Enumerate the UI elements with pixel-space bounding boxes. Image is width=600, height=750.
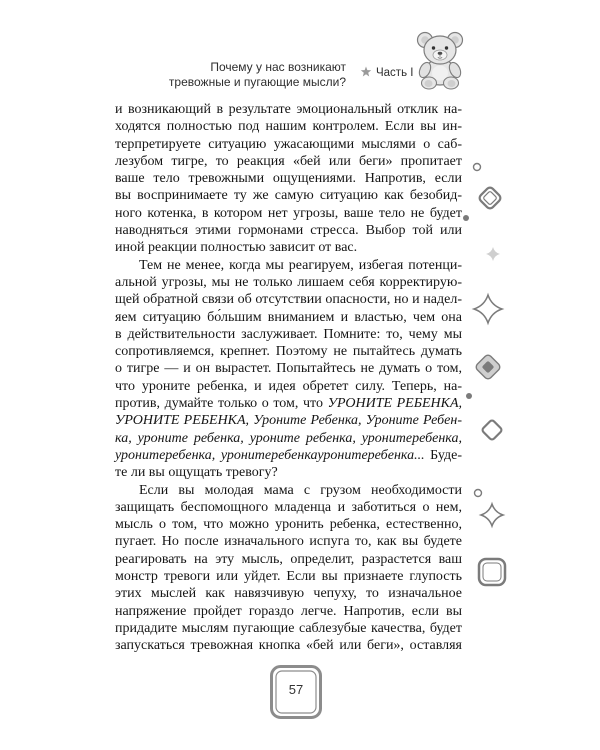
text-line [139,482,462,499]
text-run: и возникающий в результате эмоциональный отклик на- [115,102,462,117]
text-run: мысль о том, что можно уронить ребенка, естественно, [115,517,462,533]
running-title-line: тревожные и пугающие мысли? [168,75,346,89]
text-line [115,499,462,516]
text-line-content [115,430,462,447]
text-run: иной реакции полностью зависит от вас. [115,240,358,256]
text-line [115,447,462,464]
text-run: в действительности заслуживает. Помните: то, чему мы [115,326,462,342]
dot-icon [466,393,472,399]
text-line-content [115,464,278,481]
text-run: запускаться тревожная кнопка «бей или беги», оставляя [115,638,462,654]
emphasized-text: уронитеребенка, уронитеребенкауронитеребенка... [115,447,425,463]
teddy-bear-illustration [412,28,468,90]
text-line [115,378,462,395]
part-label: Часть I [376,67,414,79]
text-line [115,516,462,533]
text-run: сопротивляемся, крепнет. Поэтому не пытайтесь думать [115,344,462,360]
text-line [115,430,462,447]
text-line-content [115,516,462,533]
margin-ornaments [452,150,512,595]
text-line [115,118,462,135]
text-line [115,239,462,256]
text-line-content [115,412,462,429]
text-line-content [115,447,462,464]
text-line [115,620,462,637]
running-title-line: Почему у нас возникают [210,60,346,74]
sparkle-icon [474,295,502,323]
text-line-content [115,170,462,187]
text-line-content [115,620,462,637]
rounded-square-icon [479,559,505,585]
star-icon [360,66,372,78]
text-run: этих мыслей как навязчивую чепуху, то изначальное [115,586,462,602]
small-circle-icon [475,490,482,497]
text-run: ного котенка, в котором нет угрозы, ваше тело не будет [115,205,462,221]
text-line-content [115,533,462,550]
rotated-square-icon [481,419,502,440]
text-line [115,326,462,343]
text-run: пугает. Но после изначального испуга то, как вы будете [115,534,462,550]
text-line-content [115,637,462,654]
text-line [139,257,462,274]
text-line [115,551,462,568]
text-line-content [139,482,462,499]
text-line [115,101,462,118]
rounded-diamond-icon [478,186,502,210]
paragraph [115,101,462,257]
text-run: наводняться этими гормонами стресса. Выбор той или [115,223,462,239]
text-line-content [115,101,462,118]
text-run: что уроните ребенка, и идея обретет силу. Теперь, на- [115,378,462,394]
small-sparkle-icon [486,247,500,261]
text-line [115,603,462,620]
text-line-content [115,222,462,239]
text-line [115,568,462,585]
text-line-content [115,291,462,308]
page-number: 57 [288,682,304,697]
text-line-content [115,187,462,204]
text-line [115,222,462,239]
text-line [115,136,462,153]
text-run: Если вы молодая мама с грузом необходимости [139,482,462,498]
text-run: терпретируете ситуацию ужасающими мыслями о саб- [115,136,462,152]
emphasized-text: УРОНИТЕ РЕБЕНКА, Уроните Ребенка, Уроните Ребен- [115,413,462,429]
text-line [115,637,462,654]
filled-diamond-icon [475,354,502,381]
sparkle-icon [481,504,503,526]
text-line [115,187,462,204]
text-line [115,464,462,481]
text-line-content [115,360,462,377]
paragraph [115,257,462,482]
text-line [115,360,462,377]
text-line [115,533,462,550]
text-line-content [115,136,462,153]
text-run: яем ситуацию бо́льшим вниманием и властью, чем она [115,309,462,325]
emphasized-text: ка, уроните ребенка, уроните ребенка, уронитеребенка, [115,430,462,446]
text-run: о тигре — и он вырастет. Попытайтесь не думать о том, [115,361,462,377]
text-line-content [115,326,462,343]
text-line-content [139,257,462,274]
body-text [115,101,462,655]
text-line [115,343,462,360]
text-run: вы воспринимаете ту же самую ситуацию как безобид- [115,188,462,204]
text-line-content [115,343,462,360]
running-title [169,60,346,90]
text-run: ваше тело тревожными ощущениями. Напротив, если [115,171,462,187]
text-run: альной угрозы, мы не только лишаем себя корректирую- [115,274,462,290]
bear-head [424,36,456,64]
text-run: Буде- [424,447,462,463]
text-line-content [115,309,462,326]
emphasized-text: УРОНИТЕ РЕБЕНКА, [327,396,463,412]
text-line-content [115,499,462,516]
text-line-content [115,118,462,135]
text-line [115,274,462,291]
text-line-content [115,568,462,585]
text-line [115,170,462,187]
text-line-content [115,378,462,395]
text-run: щей обратной связи об отсутствии опасности, но и надел- [115,292,462,308]
text-line [115,205,462,222]
text-line-content [115,395,462,412]
text-run: те ли вы ощущать тревогу? [115,465,278,481]
text-line [115,153,462,170]
small-circle-icon [474,164,481,171]
text-run: ходятся полностью под нашим контролем. Если вы ин- [115,119,462,135]
text-run: Тем не менее, когда мы реагируем, избегая потенци- [139,257,462,273]
text-run: реагировать на эту мысль, определит, разрастется ваш [115,551,462,567]
paragraph [115,482,462,655]
dot-icon [463,215,469,221]
text-run: лезубом тигре, то реакция «бей или беги» пропитает [115,153,462,169]
text-line [115,412,462,429]
text-line-content [115,239,357,256]
text-line-content [115,205,462,222]
text-line-content [115,274,462,291]
text-line [115,585,462,602]
text-line [115,395,462,412]
text-line-content [115,153,462,170]
text-run: придадите мыслям пугающие саблезубые качества, будет [115,620,462,636]
text-run: против, думайте только о том, что [115,396,328,412]
text-run: монстр тревоги или уйдет. Если вы признаете глупость [115,569,462,585]
text-line-content [115,585,462,602]
text-run: защищать беспомощного младенца и заботиться о нем, [115,499,462,515]
text-line [115,291,462,308]
text-line [115,309,462,326]
text-line-content [115,551,462,568]
text-line-content [115,603,462,620]
text-run: напряжение пройдет гораздо легче. Напротив, если вы [115,603,462,619]
